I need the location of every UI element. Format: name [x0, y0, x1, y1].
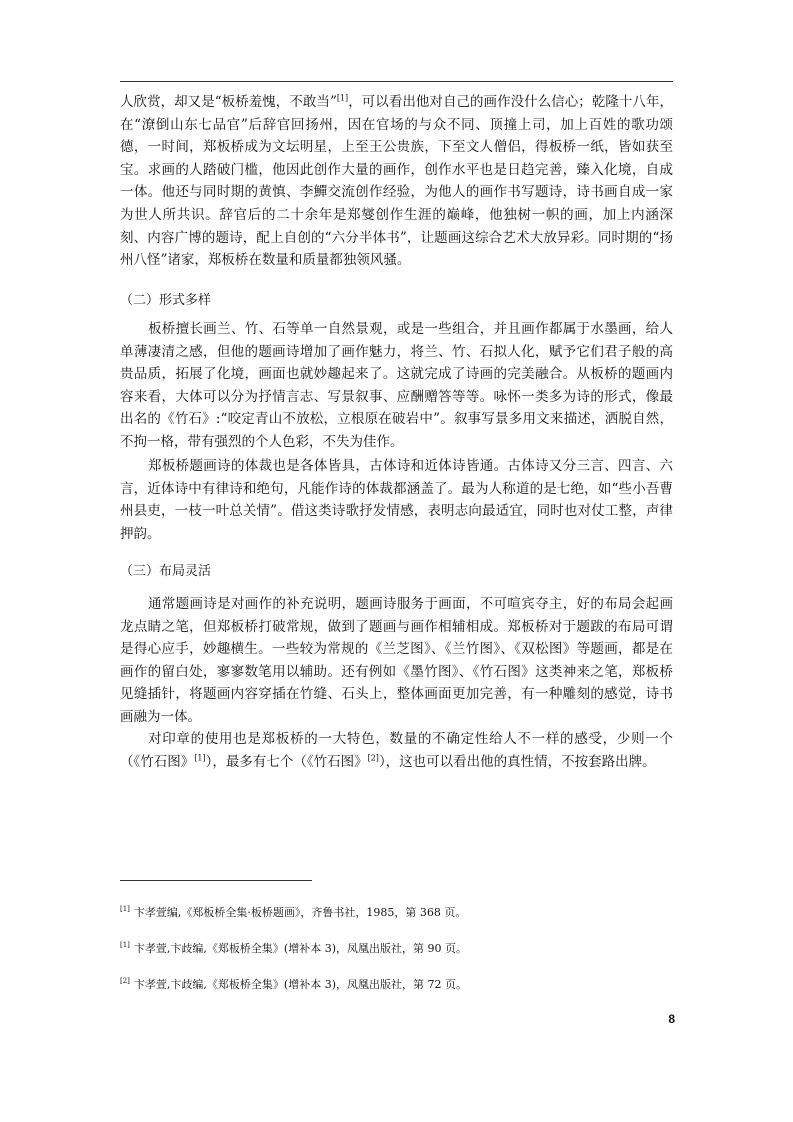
- section-heading-3: （三）布局灵活: [120, 564, 212, 579]
- section-heading-2: （二）形式多样: [120, 293, 212, 308]
- paragraph-5-text-c: ），这也可以看出他的真性情，不按套路出牌。: [378, 753, 656, 770]
- footnote-marker: [1]: [120, 941, 130, 950]
- footnote-ref: [2]: [367, 753, 379, 763]
- footnote-ref: [1]: [194, 753, 206, 763]
- header-rule: [120, 81, 673, 82]
- footnote-1: [120, 904, 673, 920]
- paragraph-4: 通常题画诗是对画作的补充说明，题画诗服务于画面，不可喧宾夺主，好的布局会起画龙点睛之笔，但郑板桥打破常规，做到了题画与画作相辅相成。郑板桥对于题跋的布局可谓是得心应手，妙趣横生。一些较为常规的《兰芝图》、《兰竹图》、《双松图》等题画，都是在画作的留白处，寥寥数笔用以辅助。还有例如《墨竹图》、《竹石图》这类神来之笔，郑板桥见缝插针，将题画内容穿插在竹缝、石头上，整体画面更加完善，有一种雕刻的感觉，诗书画融为一体。: [120, 596, 673, 725]
- footnote-rule: [120, 880, 312, 881]
- paragraph-1: [120, 91, 673, 272]
- footnote-text: 卞孝萱,卞歧编,《郑板桥全集》(增补本 3)，凤凰出版社，第 90 页。: [133, 942, 467, 955]
- footnote-marker: [2]: [120, 977, 130, 986]
- footnote-3: [120, 976, 673, 992]
- paragraph-3: 郑板桥题画诗的体裁也是各体皆具，古体诗和近体诗皆通。古体诗又分三言、四言、六言，近体诗中有律诗和绝句，凡能作诗的体裁都涵盖了。最为人称道的是七绝，如“些小吾曹州县吏，一枝一叶总关情”。借这类诗歌抒发情感，表明志向最适宜，同时也对仗工整，声律押韵。: [120, 458, 673, 542]
- paragraph-5-text-b: ），最多有七个（《竹石图》: [205, 753, 368, 770]
- paragraph-2: 板桥擅长画兰、竹、石等单一自然景观，或是一些组合，并且画作都属于水墨画，给人单薄凄清之感，但他的题画诗增加了画作魅力，将兰、竹、石拟人化，赋予它们君子般的高贵品质，拓展了化境，画面也就妙趣起来了。这就完成了诗画的完美融合。从板桥的题画内容来看，大体可以分为抒情言志、写景叙事、应酬赠答等等。咏怀一类多为诗的形式，像最出名的《竹石》:“咬定青山不放松，立根原在破岩中”。叙事写景多用文来描述，洒脱自然，不拘一格，带有强烈的个人色彩，不失为佳作。: [120, 321, 673, 450]
- footnote-text: 卞孝萱,卞歧编,《郑板桥全集》(增补本 3)，凤凰出版社，第 72 页。: [133, 978, 467, 991]
- footnote-2: [120, 940, 673, 956]
- paragraph-5-text-a: 对印章的使用也是郑板桥的一大特色，数量的不确定性给人不一样的感受，少则一个（《竹石图》: [120, 731, 673, 770]
- paragraph-1-text-b: ，可以看出他对自己的画作没什么信心；乾隆十八年，在“潦倒山东七品官”后辞官回扬州，因在官场的与众不同、顶撞上司，加上百姓的歌功颂德，一时间，郑板桥成为文坛明星，上至王公贵族，下至文人僧侣，得板桥一纸，皆如获至宝。求画的人踏破门槛，他因此创作大量的画作，创作水平也是日趋完善，臻入化境，自成一体。他还与同时期的黄慎、李鱓交流创作经验，为他人的画作书写题诗，诗书画自成一家为世人所共识。辞官后的二十余年是郑燮创作生涯的巅峰，他独树一帜的画，加上内涵深刻、内容广博的题诗，配上自创的“六分半体书”，让题画这综合艺术大放异彩。同时期的“扬州八怪”诸家，郑板桥在数量和质量都独领风骚。: [120, 94, 673, 269]
- paragraph-1-text-a: 人欣赏，却又是“板桥羞愧，不敢当”: [120, 94, 337, 110]
- paragraph-5: [120, 728, 673, 773]
- footnote-marker: [1]: [120, 905, 130, 914]
- footnote-ref: [1]: [336, 93, 349, 103]
- footnote-text: 卞孝萱编,《郑板桥全集·板桥题画》，齐鲁书社，1985，第 368 页。: [133, 906, 467, 919]
- page-number: 8: [668, 1012, 675, 1026]
